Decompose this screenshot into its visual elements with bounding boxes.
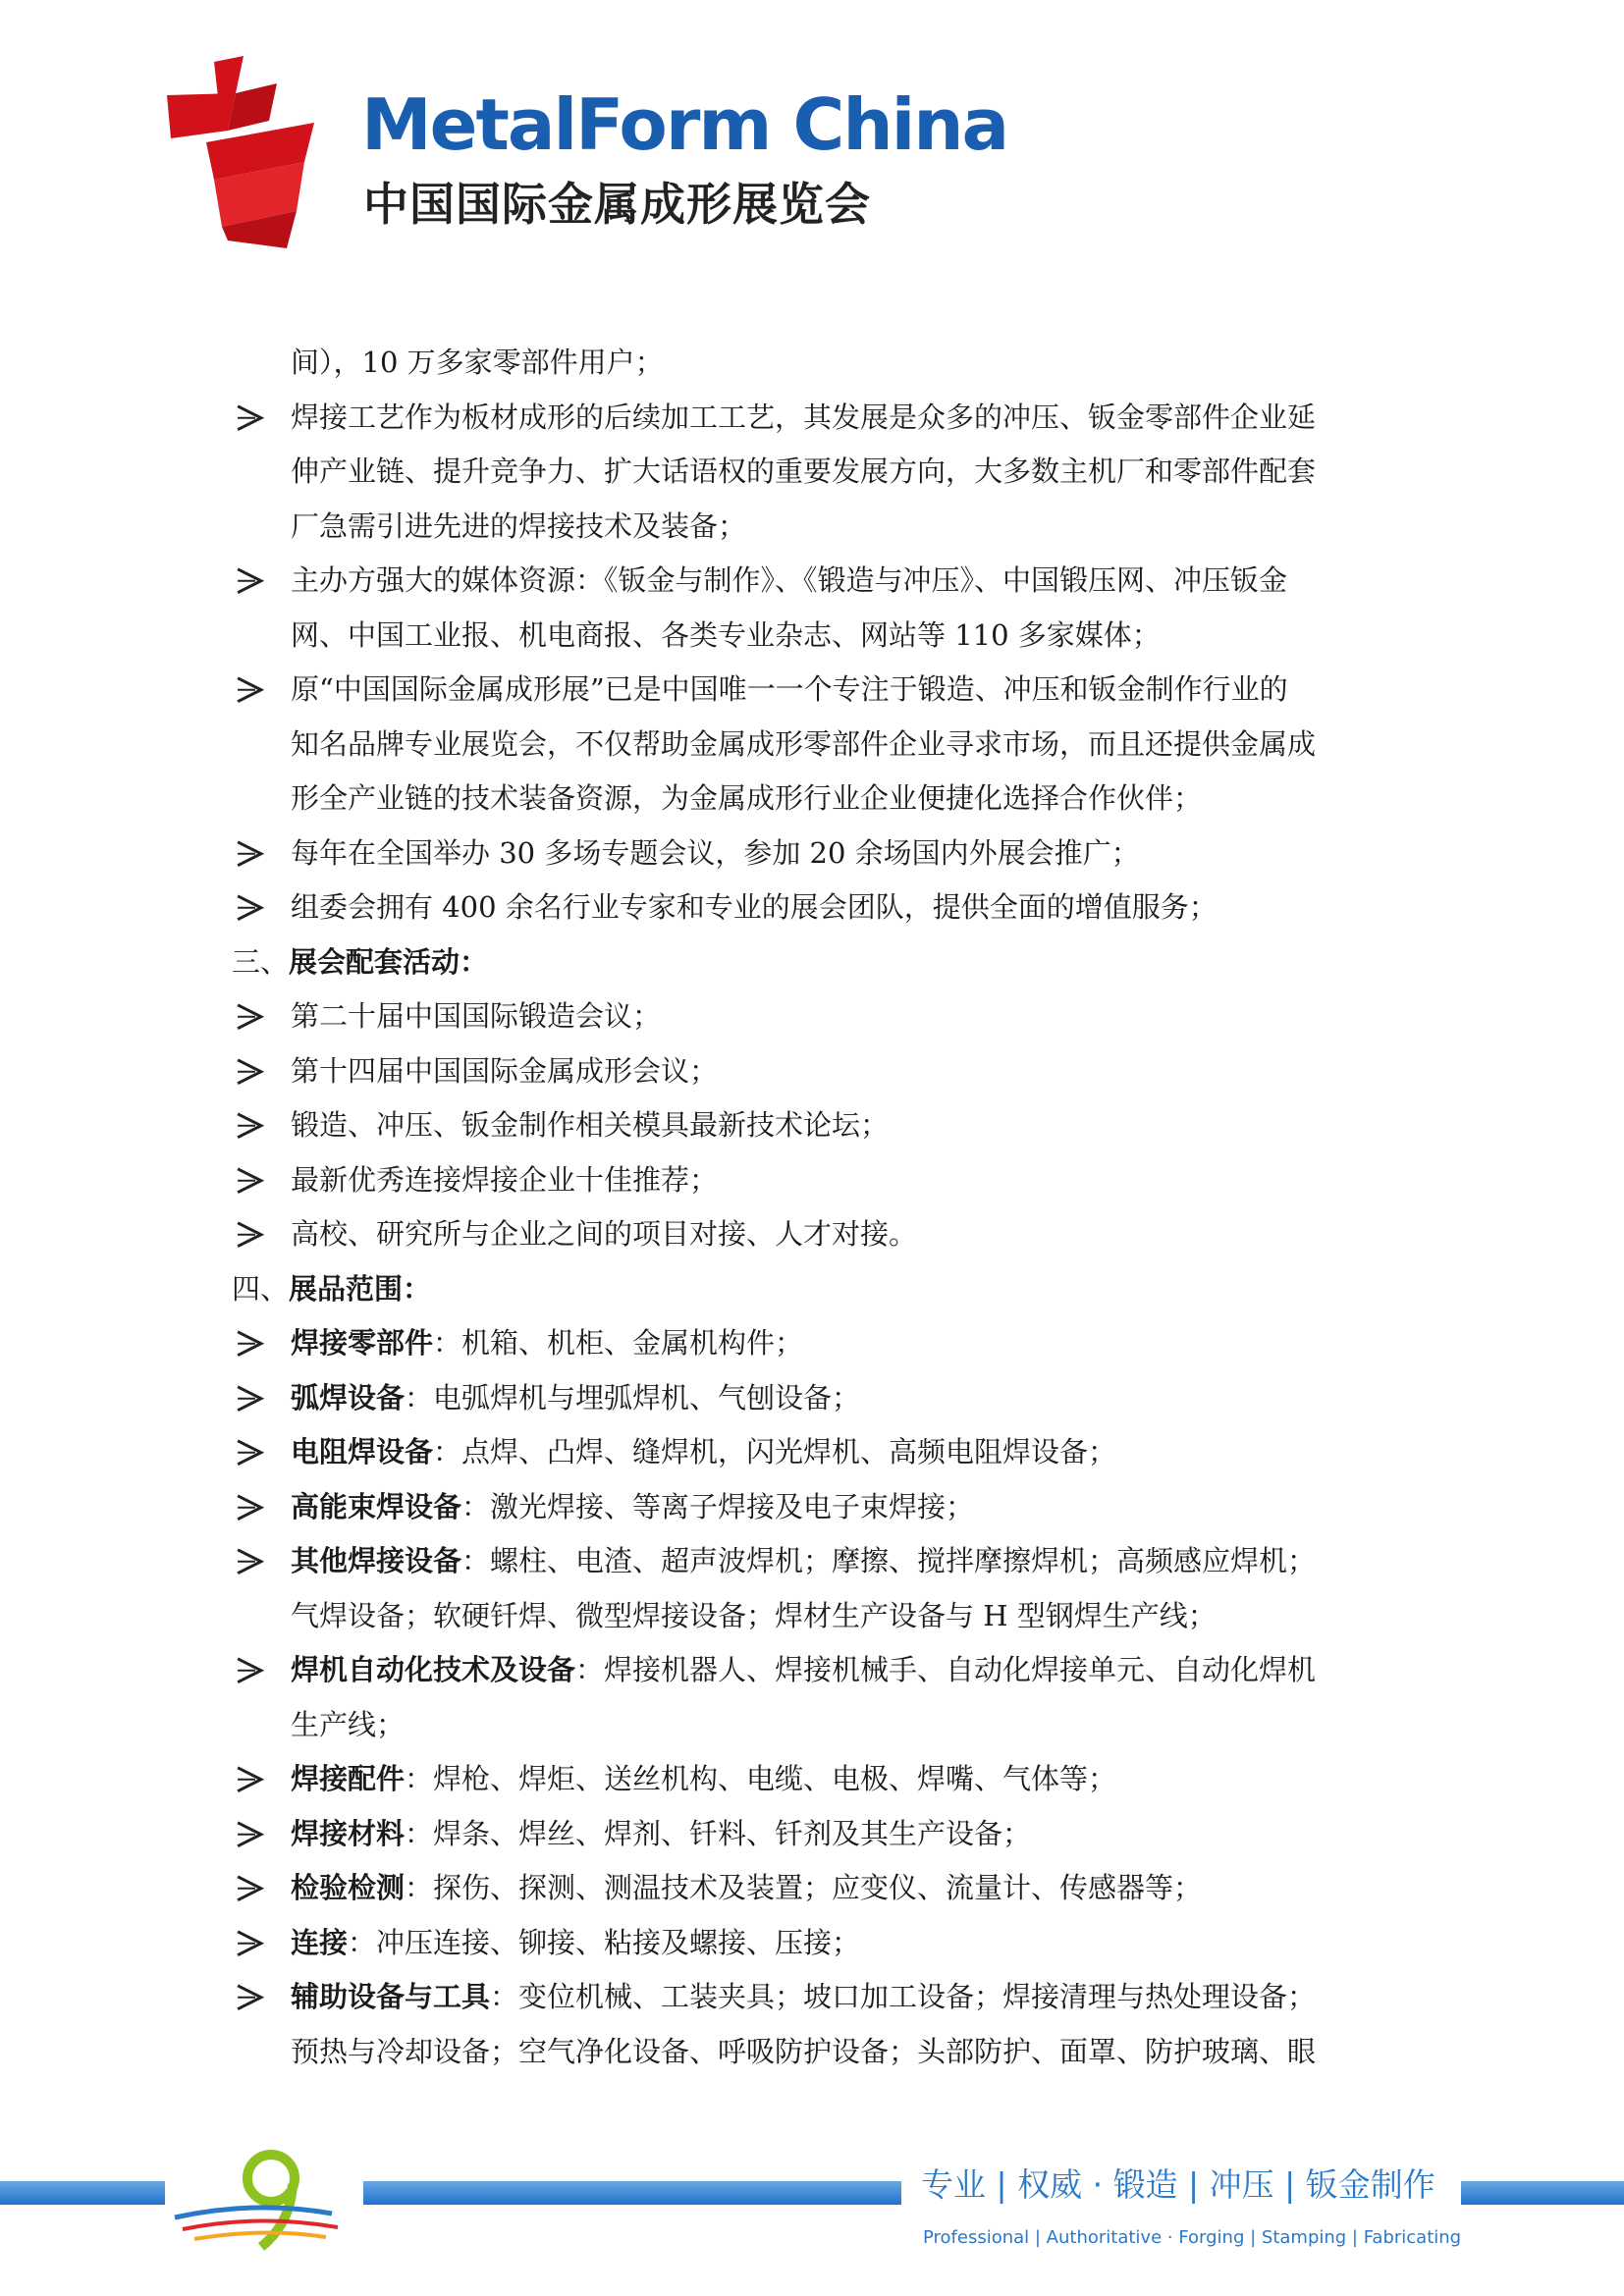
bullet-text: ：探伤、探测、测温技术及装置；应变仪、流量计、传感器等； <box>405 1871 1203 1904</box>
section-title: 展会配套活动： <box>289 944 489 979</box>
arrow-bullet-icon <box>232 1970 271 2025</box>
bullet-item <box>232 1316 1390 1371</box>
section-number: 三、 <box>232 944 290 979</box>
bullet-item <box>232 1207 1390 1262</box>
bullet-text: ：冲压连接、铆接、粘接及螺接、压接； <box>348 1925 861 1959</box>
continuation-line <box>232 500 1390 555</box>
bullet-text: ：激光焊接、等离子焊接及电子束焊接； <box>461 1489 975 1523</box>
paragraph-text: 形全产业链的技术装备资源，为金属成形行业企业便捷化选择合作伙伴； <box>291 781 1203 815</box>
bullet-text: 第二十届中国国际锻造会议； <box>291 999 662 1033</box>
bullet-item <box>232 1916 1390 1971</box>
paragraph-text: 间），10 万多家零部件用户； <box>291 346 664 379</box>
bullet-item <box>232 1044 1390 1099</box>
page-header <box>167 54 1008 250</box>
arrow-bullet-icon <box>232 391 271 446</box>
continuation-line <box>232 1698 1390 1753</box>
bullet-text: ：螺柱、电渣、超声波焊机；摩擦、搅拌摩擦焊机；高频感应焊机； <box>461 1544 1317 1577</box>
section-title: 展品范围： <box>289 1271 432 1306</box>
continuation-line <box>232 772 1390 827</box>
brand-name-chinese: 中国国际金属成形展览会 <box>363 178 871 231</box>
bullet-item <box>232 1425 1390 1480</box>
continuation-line <box>232 718 1390 773</box>
arrow-bullet-icon <box>232 1098 271 1153</box>
bullet-text: 每年在全国举办 30 多场专题会议，参加 20 余场国内外展会推广； <box>291 835 1140 870</box>
paragraph-text: 网、中国工业报、机电商报、各类专业杂志、网站等 110 多家媒体； <box>291 617 1161 652</box>
bullet-item <box>232 989 1390 1044</box>
bullet-label: 焊机自动化技术及设备 <box>291 1653 576 1686</box>
arrow-bullet-icon <box>232 1752 271 1807</box>
bullet-text: ：变位机械、工装夹具；坡口加工设备；焊接清理与热处理设备； <box>490 1980 1317 2013</box>
footer-slogan-english: Professional | Authoritative · Forging | Stamping | Fabricating <box>923 2227 1462 2248</box>
section-heading <box>232 935 1390 990</box>
arrow-bullet-icon <box>232 554 271 609</box>
bullet-item <box>232 1534 1390 1589</box>
bullet-label: 辅助设备与工具 <box>291 1980 491 2013</box>
bullet-label: 焊接配件 <box>291 1762 406 1795</box>
bullet-label: 焊接材料 <box>291 1816 406 1850</box>
arrow-bullet-icon <box>232 663 271 718</box>
bullet-item <box>232 1752 1390 1807</box>
document-body <box>232 336 1390 2079</box>
continuation-line <box>232 336 1390 391</box>
september-festival-logo-icon <box>165 2145 361 2263</box>
bullet-item <box>232 1643 1390 1698</box>
metalform-logo-icon <box>167 54 334 250</box>
bullet-text: ：点焊、凸焊、缝焊机，闪光焊机、高频电阻焊设备； <box>433 1435 1117 1468</box>
brand-name-english: MetalForm China <box>361 83 1008 166</box>
bullet-item <box>232 554 1390 609</box>
arrow-bullet-icon <box>232 1316 271 1371</box>
footer-band-right <box>1461 2181 1624 2205</box>
bullet-label: 弧焊设备 <box>291 1380 406 1415</box>
bullet-item <box>232 391 1390 446</box>
arrow-bullet-icon <box>232 1480 271 1535</box>
bullet-label: 其他焊接设备 <box>291 1544 462 1577</box>
arrow-bullet-icon <box>232 881 271 935</box>
paragraph-text: 气焊设备；软硬钎焊、微型焊接设备；焊材生产设备与 H 型钢焊生产线； <box>291 1598 1217 1632</box>
bullet-item <box>232 663 1390 718</box>
continuation-line <box>232 445 1390 500</box>
bullet-text: 高校、研究所与企业之间的项目对接、人才对接。 <box>291 1217 918 1251</box>
bullet-item <box>232 1371 1390 1426</box>
bullet-item <box>232 881 1390 935</box>
paragraph-text: 厂急需引进先进的焊接技术及装备； <box>291 508 747 543</box>
paragraph-text: 知名品牌专业展览会，不仅帮助金属成形零部件企业寻求市场，而且还提供金属成 <box>291 726 1317 761</box>
continuation-line <box>232 2025 1390 2080</box>
arrow-bullet-icon <box>232 1207 271 1262</box>
paragraph-text: 生产线； <box>291 1707 406 1741</box>
arrow-bullet-icon <box>232 1425 271 1480</box>
arrow-bullet-icon <box>232 1534 271 1589</box>
bullet-label: 检验检测 <box>291 1871 406 1904</box>
arrow-bullet-icon <box>232 1371 271 1426</box>
paragraph-text: 预热与冷却设备；空气净化设备、呼吸防护设备；头部防护、面罩、防护玻璃、眼 <box>291 2034 1317 2068</box>
bullet-text: ：焊接机器人、焊接机械手、自动化焊接单元、自动化焊机 <box>575 1653 1317 1686</box>
arrow-bullet-icon <box>232 1643 271 1698</box>
section-heading <box>232 1262 1390 1317</box>
bullet-label: 高能束焊设备 <box>291 1489 462 1523</box>
arrow-bullet-icon <box>232 1807 271 1862</box>
arrow-bullet-icon <box>232 1153 271 1208</box>
arrow-bullet-icon <box>232 1916 271 1971</box>
bullet-text: ：机箱、机柜、金属机构件； <box>433 1326 804 1360</box>
footer-band-middle <box>363 2181 901 2205</box>
section-number: 四、 <box>232 1271 290 1306</box>
bullet-text: 锻造、冲压、钣金制作相关模具最新技术论坛； <box>291 1108 890 1142</box>
bullet-text: 第十四届中国国际金属成形会议； <box>291 1053 719 1088</box>
bullet-item <box>232 1480 1390 1535</box>
bullet-item <box>232 1807 1390 1862</box>
arrow-bullet-icon <box>232 989 271 1044</box>
bullet-text: ：焊条、焊丝、焊剂、钎料、钎剂及其生产设备； <box>405 1816 1032 1850</box>
bullet-text: 最新优秀连接焊接企业十佳推荐； <box>291 1162 719 1197</box>
bullet-label: 电阻焊设备 <box>291 1435 434 1468</box>
bullet-item <box>232 1153 1390 1208</box>
bullet-label: 焊接零部件 <box>291 1326 434 1360</box>
continuation-line <box>232 1589 1390 1644</box>
arrow-bullet-icon <box>232 1861 271 1916</box>
footer-band-left <box>0 2181 165 2205</box>
bullet-text: ：焊枪、焊炬、送丝机构、电缆、电极、焊嘴、气体等； <box>405 1762 1117 1795</box>
paragraph-text: 伸产业链、提升竞争力、扩大话语权的重要发展方向，大多数主机厂和零部件配套 <box>291 454 1317 488</box>
bullet-item <box>232 827 1390 881</box>
page-footer <box>0 2140 1624 2296</box>
bullet-text: 焊接工艺作为板材成形的后续加工工艺，其发展是众多的冲压、钣金零部件企业延 <box>291 400 1317 434</box>
continuation-line <box>232 609 1390 664</box>
bullet-label: 连接 <box>291 1925 349 1959</box>
bullet-text: ：电弧焊机与埋弧焊机、气刨设备； <box>405 1380 861 1415</box>
arrow-bullet-icon <box>232 827 271 881</box>
arrow-bullet-icon <box>232 1044 271 1099</box>
footer-slogan-chinese: 专业 | 权威 · 锻造 | 冲压 | 钣金制作 <box>921 2165 1435 2204</box>
bullet-text: 原“中国国际金属成形展”已是中国唯一一个专注于锻造、冲压和钣金制作行业的 <box>291 672 1288 706</box>
bullet-text: 组委会拥有 400 余名行业专家和专业的展会团队，提供全面的增值服务； <box>291 890 1218 924</box>
bullet-text: 主办方强大的媒体资源：《钣金与制作》、《锻造与冲压》、中国锻压网、冲压钣金 <box>291 563 1288 597</box>
bullet-item <box>232 1970 1390 2025</box>
bullet-item <box>232 1098 1390 1153</box>
bullet-item <box>232 1861 1390 1916</box>
